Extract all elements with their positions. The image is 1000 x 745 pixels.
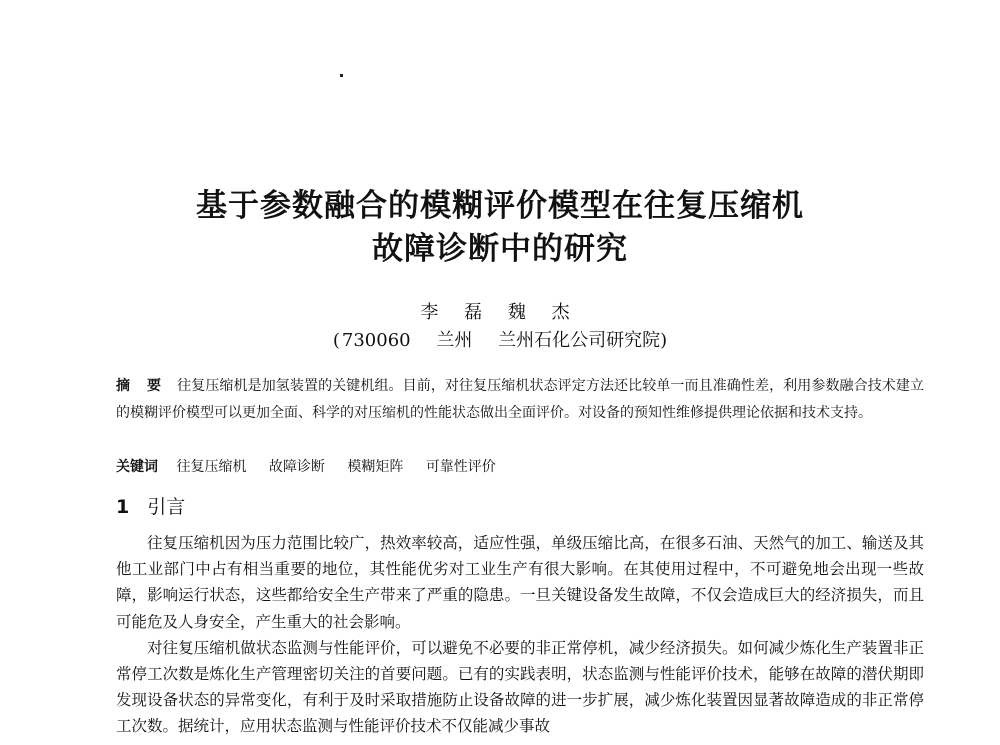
keywords (116, 454, 514, 481)
affiliation-open-paren: ( (332, 330, 340, 351)
paper-title-line-1: 基于参数融合的模糊评价模型在往复压缩机 (196, 188, 804, 224)
keywords-label: 关键词 (116, 459, 158, 475)
affiliation-institute: 兰州石化公司研究院 (498, 330, 661, 351)
paragraph: 往复压缩机因为压力范围比较广，热效率较高，适应性强，单级压缩比高，在很多石油、天然气的加工、输送及其他工业部门中占有相当重要的地位，其性能优劣对工业生产有很大影响。在其使用过程中，不可避免地会出现一些故障，影响运行状态，这些都给安全生产带来了严重的隐患。一旦关键设备发生故障，不仅会造成巨大的经济损失，而且可能危及人身安全，产生重大的社会影响。 (116, 534, 924, 631)
authors: 李 磊 魏 杰 (420, 302, 580, 323)
abstract (116, 373, 924, 427)
section-heading (116, 494, 185, 520)
scan-speck (340, 74, 343, 77)
affiliation-city: 兰州 (436, 330, 473, 351)
keyword-item: 可靠性评价 (425, 459, 496, 475)
section-number: 1 (116, 496, 130, 518)
paragraph: 对往复压缩机做状态监测与性能评价，可以避免不必要的非正常停机，减少经济损失。如何减少炼化生产装置非正常停工次数是炼化生产管理密切关注的首要问题。已有的实践表明，状态监测与性能评价技术，能够在故障的潜伏期即发现设备状态的异常变化，有利于及时采取措施防止设备故障的进一步扩展，减少炼化装置因显著故障造成的非正常停工次数。据统计，应用状态监测与性能评价技术不仅能减少事故 (116, 638, 924, 736)
paper-title-line-2: 故障诊断中的研究 (372, 231, 628, 267)
body-text (116, 530, 924, 740)
keyword-item: 往复压缩机 (176, 459, 247, 475)
affiliation (0, 326, 1000, 352)
abstract-text: 往复压缩机是加氢装置的关键机组。目前，对往复压缩机状态评定方法还比较单一而且准确性差，利用参数融合技术建立的模糊评价模型可以更加全面、科学的对压缩机的性能状态做出全面评价。对设备的预知性维修提供理论依据和技术支持。 (116, 378, 924, 421)
keyword-item: 故障诊断 (268, 459, 325, 475)
abstract-label: 摘 要 (116, 378, 168, 394)
section-title: 引言 (147, 496, 186, 518)
affiliation-postcode: 730060 (341, 330, 411, 351)
keyword-item: 模糊矩阵 (347, 459, 404, 475)
affiliation-close-paren: ) (660, 330, 668, 351)
